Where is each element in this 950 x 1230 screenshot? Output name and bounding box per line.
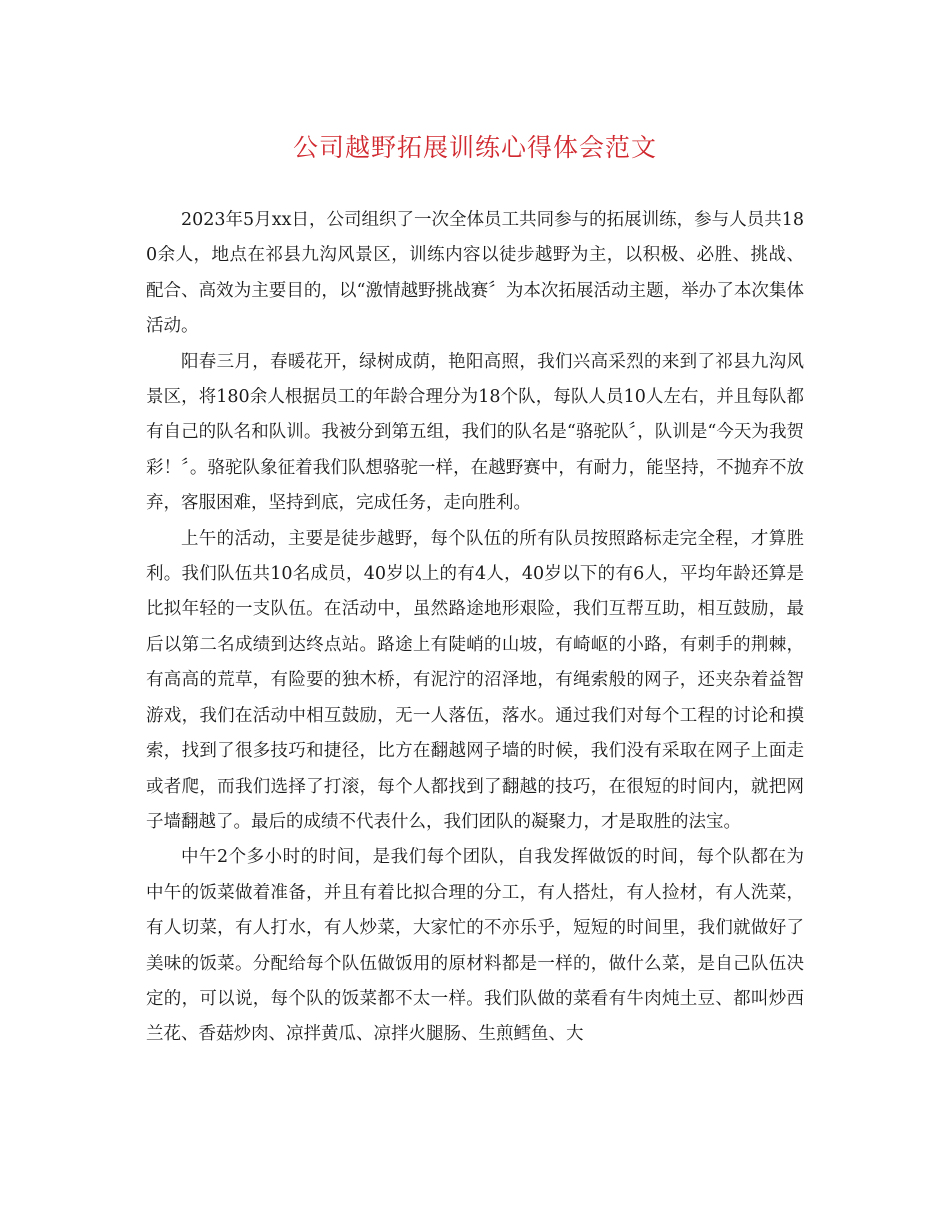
paragraph: 上午的活动，主要是徒步越野，每个队伍的所有队员按照路标走完全程，才算胜利。我们队伍共10名成员，40岁以上的有4人，40岁以下的有6人，平均年龄还算是比拟年轻的一支队伍。在活动中，虽然路途地形艰险，我们互帮互助，相互鼓励，最后以第二名成绩到达终点站。路途上有陡峭的山坡，有崎岖的小路，有刺手的荆棘，有高高的荒草，有险要的独木桥，有泥泞的沼泽地，有绳索般的网子，还夹杂着益智游戏，我们在活动中相互鼓励，无一人落伍，落水。通过我们对每个工程的讨论和摸索，找到了很多技巧和捷径，比方在翻越网子墙的时候，我们没有采取在网子上面走或者爬，而我们选择了打滚，每个人都找到了翻越的技巧，在很短的时间内，就把网子墙翻越了。最后的成绩不代表什么，我们团队的凝聚力，才是取胜的法宝。: [146, 528, 804, 832]
paragraph: 2023年5月xx日，公司组织了一次全体员工共同参与的拓展训练，参与人员共180余人，地点在祁县九沟风景区，训练内容以徒步越野为主，以积极、必胜、挑战、配合、高效为主要目的，以“激情越野挑战赛〞为本次拓展活动主题，举办了本次集体活动。: [146, 210, 804, 337]
document-title: 公司越野拓展训练心得体会范文: [292, 133, 657, 162]
paragraph: 中午2个多小时的时间，是我们每个团队，自我发挥做饭的时间，每个队都在为中午的饭菜做着准备，并且有着比拟合理的分工，有人搭灶，有人捡材，有人洗菜，有人切菜，有人打水，有人炒菜，大家忙的不亦乐乎，短短的时间里，我们就做好了美味的饭菜。分配给每个队伍做饭用的原材料都是一样的，做什么菜，是自己队伍决定的，可以说，每个队的饭菜都不太一样。我们队做的菜看有牛肉炖土豆、都叫炒西兰花、香菇炒肉、凉拌黄瓜、凉拌火腿肠、生煎鳕鱼、大: [146, 847, 804, 1045]
document-body: [146, 203, 804, 1053]
paragraph: 阳春三月，春暖花开，绿树成荫，艳阳高照，我们兴高采烈的来到了祁县九沟风景区，将180余人根据员工的年龄合理分为18个队，每队人员10人左右，并且每队都有自己的队名和队训。我被分到第五组，我们的队名是“骆驼队〞，队训是“今天为我贺彩！〞。骆驼队象征着我们队想骆驼一样，在越野赛中，有耐力，能坚持，不抛弃不放弃，客服困难，坚持到底，完成任务，走向胜利。: [146, 351, 804, 514]
